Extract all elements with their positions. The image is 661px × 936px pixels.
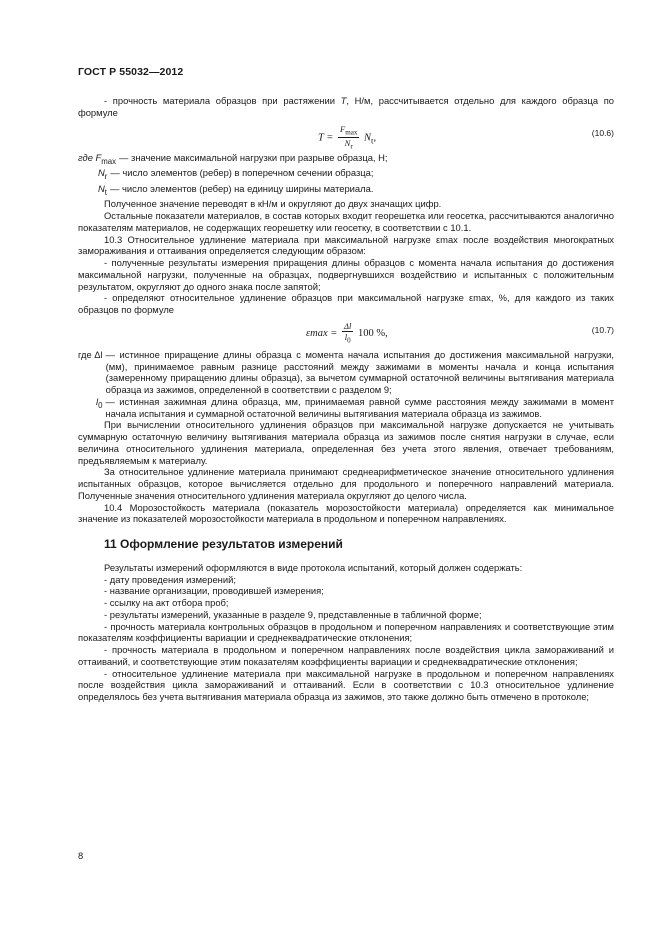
list-item: - относительное удлинение материала при максимальной нагрузке в продольном и поперечном направлениях после воздействия цикла замораживаний и оттаиваний. Если в соответствии с 10.3 относительное удлинение определялось без учета вытягивания материала образца из зажимов, это также должно быть отмечено в протоколе; bbox=[78, 667, 614, 703]
definition-item: где $F_{max}$ — значение максимальной нагрузки при разрыве образца, Н; bbox=[78, 151, 388, 166]
paragraph: Остальные показатели материалов, в состав которых входит георешетка или геосетка, рассчитываются аналогично показателям материалов, не содержащих георешетку или геосетку, в соответствии с 10.1. bbox=[78, 210, 614, 233]
definition-item: $N_t$ — число элементов (ребер) на единицу ширины материала. bbox=[98, 182, 374, 197]
list-item: - прочность материала контрольных образцов в продольном и поперечном направлениях и соответствующие этим показателям коэффициенты вариации и среднеквадратические отклонения; bbox=[78, 620, 614, 644]
list-item: - дату проведения измерений; bbox=[104, 573, 236, 585]
definition-item: где Δl — истинное приращение длины образца с момента начала испытания до достижения максимальной нагрузки, (мм), принимаемое равным разнице расстояний между зажимами в моменты начала и конца испытания (замеренному приращению длины образца), за вычетом суммарной остаточной величины вытягивания материала образца из зажимов, определенной в соответствии с разделом 9; bbox=[78, 348, 614, 396]
list-item: - название организации, проводившей измерения; bbox=[104, 585, 324, 597]
paragraph: Полученное значение переводят в кН/м и округляют до двух значащих цифр. bbox=[104, 198, 442, 210]
paragraph: За относительное удлинение материала принимают среднеарифметическое значение относительного удлинения испытанных образцов, которое вычисляется отдельно для продольного и поперечного направлений материала. Полученные значения относительного удлинения материала округляют до целого числа. bbox=[78, 466, 614, 501]
definitions-1 bbox=[78, 152, 614, 199]
paragraph: При вычислении относительного удлинения образцов при максимальной нагрузке допускается не учитывать суммарную остаточную величину вытягивания материала образца из зажимов после снятия нагрузки в случае, если величина относительного удлинения материала, определенная без учета этого явления, отвечает требованиям, предъявляемым к материалу. bbox=[78, 419, 614, 466]
list-item: - прочность материала в продольном и поперечном направлениях после воздействия цикла замораживаний и оттаиваний, и соответствующие этим показателям коэффициенты вариации и среднеквадратические отклонения; bbox=[78, 644, 614, 667]
list-item: - результаты измерений, указанные в разделе 9, представленные в табличной форме; bbox=[104, 608, 482, 620]
definitions-2 bbox=[78, 349, 614, 420]
definition-item: $N_r$ — число элементов (ребер) в поперечном сечении образца; bbox=[98, 167, 374, 181]
formula-10-6 bbox=[78, 122, 614, 151]
formula-number: (10.6) bbox=[591, 127, 614, 138]
intro-paragraph: - прочность материала образцов при растяжении T, Н/м, рассчитывается отдельно для каждого образца по формуле bbox=[78, 95, 614, 118]
page-number: 8 bbox=[78, 850, 84, 861]
formula-10-7 bbox=[78, 319, 614, 345]
formula-number: (10.7) bbox=[591, 324, 614, 335]
list-item: - ссылку на акт отбора проб; bbox=[104, 597, 229, 609]
document-header: ГОСТ Р 55032—2012 bbox=[78, 66, 184, 78]
fraction: $\frac{\Delta l}{l_0}$ bbox=[343, 320, 352, 345]
paragraph: 10.4 Морозостойкость материала (показатель морозостойкости материала) определяется как минимальное значение из показателей морозостойкости материала в продольном и поперечном направлениях. bbox=[78, 501, 614, 525]
paragraph: - определяют относительное удлинение образцов при максимальной нагрузке εmax, %, для каждого из таких образцов по формуле bbox=[78, 292, 614, 316]
formula-10-7-expression: εmax = $\frac{\Delta l}{l_0}$ 100 %, bbox=[306, 320, 388, 345]
paragraph: Результаты измерений оформляются в виде протокола испытаний, который должен содержать: bbox=[104, 561, 523, 573]
document-body bbox=[78, 95, 614, 703]
definition-item: $l_0$ — истинная зажимная длина образца, мм, принимаемая равной сумме расстояния между зажимами в момент начала испытания и суммарной остаточной величины вытягивания материала образца из зажимов. bbox=[96, 395, 614, 419]
paragraph: 10.3 Относительное удлинение материала при максимальной нагрузке εmax после воздействия многократных замораживания и оттаивания определяется следующим образом: bbox=[78, 233, 614, 257]
formula-10-6-expression: T = $\frac{F_{max}}{N_r}$ $N_t$, bbox=[318, 123, 377, 151]
paragraph: - полученные результаты измерения приращения длины образцов с момента начала испытания до достижения максимальной нагрузки, полученные на образцах, подвергнувшихся воздействию и испытанных с положительным результатом, округляют до одного знака после запятой; bbox=[78, 257, 614, 292]
section-heading: 11 Оформление результатов измерений bbox=[104, 537, 343, 552]
fraction: $\frac{F_{max}}{N_r}$ bbox=[340, 123, 358, 151]
